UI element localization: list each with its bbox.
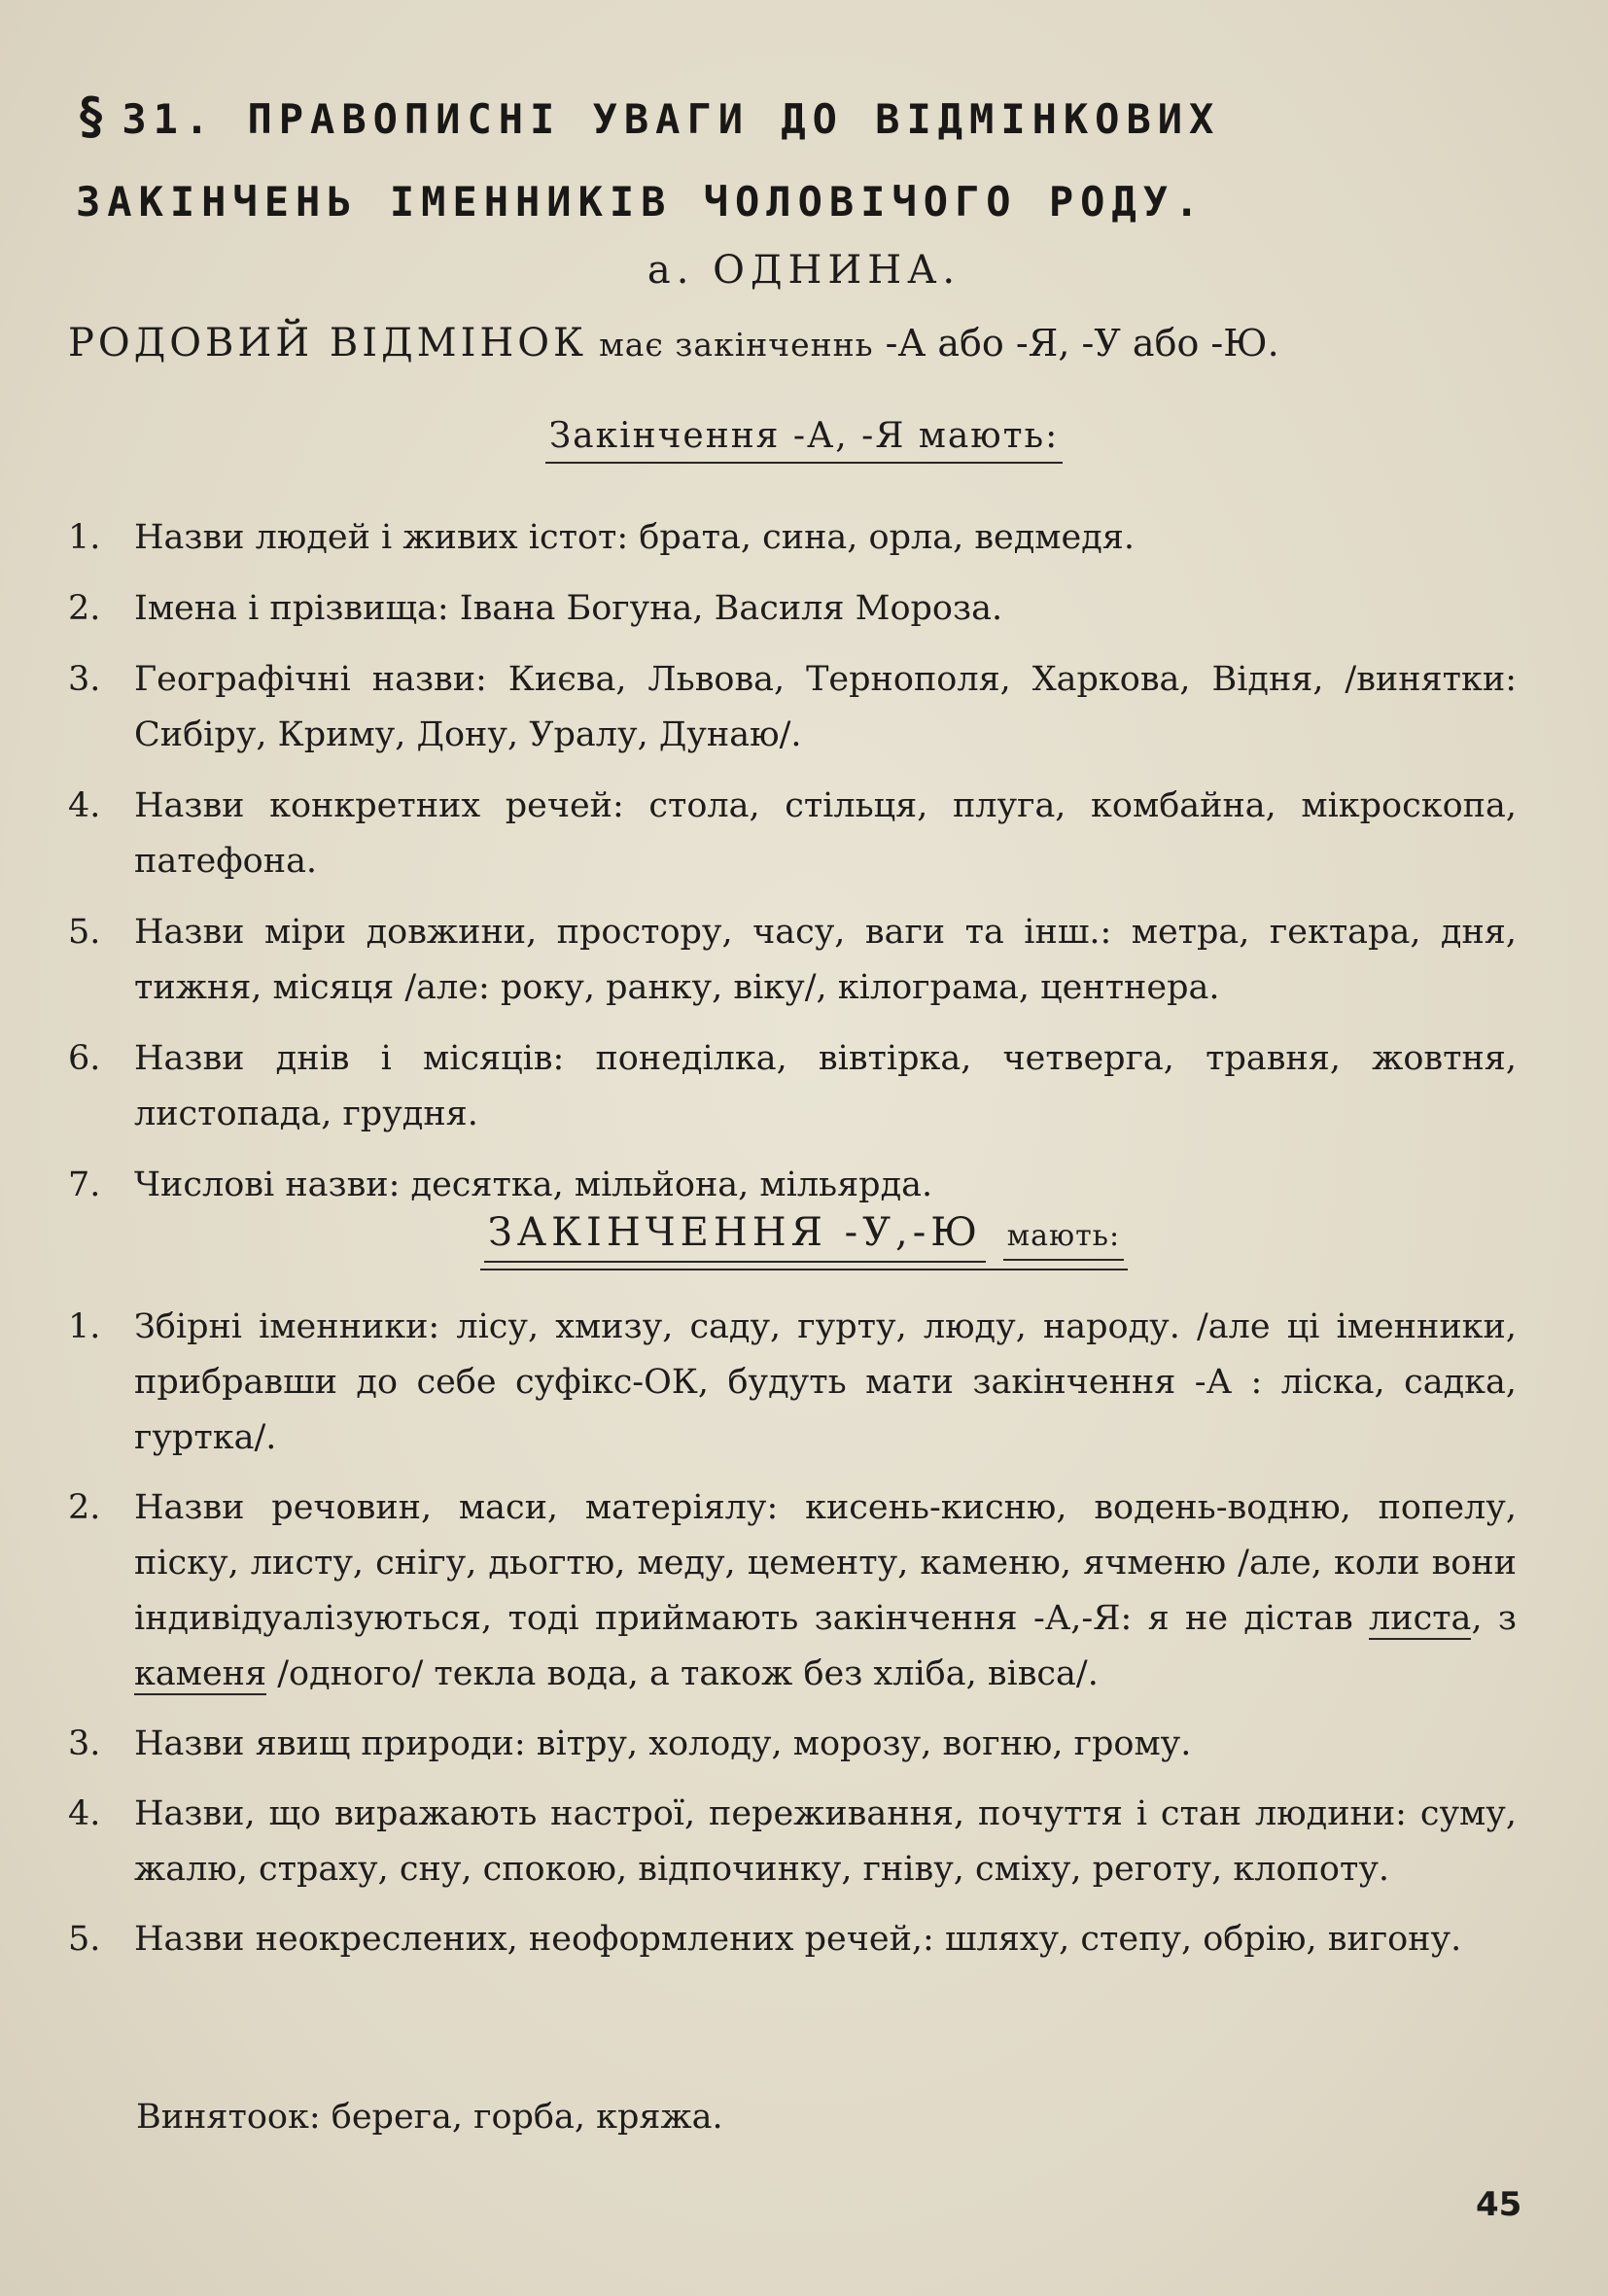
item-text-part: Назви речовин, маси, матеріялу: кисень-кисню, водень-водню, попелу, піску, листу, снігу, дьогтю, меду, цементу, каменю, ячменю /але, коли вони індивідуалізуються, тоді приймають закінчення -А,-Я: я не дістав bbox=[134, 1488, 1517, 1638]
heading-line-2: ЗАКІНЧЕНЬ ІМЕННИКІВ ЧОЛОВІЧОГО РОДУ. bbox=[76, 178, 1206, 226]
exception-note: Винятоок: берега, горба, кряжа. bbox=[136, 2098, 723, 2137]
item-number: 5. bbox=[68, 1920, 101, 1959]
item-text: Назви днів і місяців: понеділка, вівтірка, четверга, травня, жовтня, листопада, грудня. bbox=[134, 1039, 1517, 1133]
subheading: а. ОДНИНА. bbox=[647, 248, 961, 293]
list-item bbox=[68, 1158, 1517, 1213]
item-text: Імена і прізвища: Івана Богуна, Василя Мороза. bbox=[134, 589, 1003, 628]
list-item bbox=[68, 1787, 1517, 1897]
item-text: Назви конкретних речей: стола, стільця, плуга, комбайна, мікроскопа, патефона. bbox=[134, 786, 1517, 881]
item-text: Назви, що виражають настрої, переживання, почуття і стан людини: суму, жалю, страху, сну, спокою, відпочинку, гніву, сміху, реготу, клопоту. bbox=[134, 1794, 1517, 1889]
underlined-word: каменя bbox=[134, 1654, 267, 1693]
item-text: Географічні назви: Києва, Львова, Тернополя, Харкова, Відня, /винятки: Сибіру, Криму, Дону, Уралу, Дунаю/. bbox=[134, 660, 1517, 754]
item-number: 1. bbox=[68, 1307, 101, 1346]
section-a-title: Закінчення -А, -Я мають: bbox=[545, 416, 1064, 464]
section-a-title-wrap bbox=[0, 416, 1608, 464]
item-number: 1. bbox=[68, 518, 101, 557]
list-item bbox=[68, 652, 1517, 763]
item-text: Назви людей і живих істот: брата, сина, орла, ведмедя. bbox=[134, 518, 1135, 557]
genitive-label: РОДОВИЙ ВІДМІНОК bbox=[68, 321, 587, 365]
item-text-part: , з bbox=[1471, 1599, 1517, 1638]
genitive-case-line bbox=[68, 321, 1556, 365]
item-text: Назви міри довжини, простору, часу, ваги та інш.: метра, гектара, дня, тижня, місяця /але: року, ранку, віку/, кілограма, центнера. bbox=[134, 913, 1517, 1007]
list-item bbox=[68, 1912, 1517, 1967]
item-number: 4. bbox=[68, 1794, 101, 1833]
page-number: 45 bbox=[1476, 2185, 1522, 2224]
list-item bbox=[68, 1717, 1517, 1772]
heading-line-1: 31. ПРАВОПИСНІ УВАГИ ДО ВІДМІНКОВИХ bbox=[122, 95, 1221, 143]
list-item bbox=[68, 1300, 1517, 1466]
section-b-list bbox=[68, 1300, 1517, 1982]
section-sign: § bbox=[76, 87, 109, 146]
genitive-verb: має закінченнь bbox=[599, 326, 874, 364]
item-number: 3. bbox=[68, 660, 101, 699]
item-text: Збірні іменники: лісу, хмизу, саду, гурту, люду, народу. /але ці іменники, прибравши до себе суфікс-ОК, будуть мати закінчення -А : ліска, садка, гуртка/. bbox=[134, 1307, 1517, 1457]
list-item bbox=[68, 779, 1517, 889]
list-item bbox=[68, 510, 1517, 566]
section-b-title-caps: ЗАКІНЧЕННЯ -У,-Ю bbox=[484, 1210, 986, 1263]
section-b-title-wrap bbox=[0, 1210, 1608, 1270]
item-number: 4. bbox=[68, 786, 101, 825]
underlined-word: листа bbox=[1369, 1599, 1472, 1638]
item-text: Назви неокреслених, неоформлених речей,: шляху, степу, обрію, вигону. bbox=[134, 1920, 1462, 1959]
item-number: 5. bbox=[68, 913, 101, 952]
item-text: Числові назви: десятка, мільйона, мільярда. bbox=[134, 1165, 933, 1204]
item-number: 6. bbox=[68, 1039, 101, 1078]
item-number: 2. bbox=[68, 1488, 101, 1527]
item-text: Назви явищ природи: вітру, холоду, морозу, вогню, грому. bbox=[134, 1724, 1192, 1763]
item-number: 7. bbox=[68, 1165, 101, 1204]
list-item bbox=[68, 1480, 1517, 1702]
item-number: 2. bbox=[68, 589, 101, 628]
list-item bbox=[68, 581, 1517, 637]
section-b-title bbox=[480, 1210, 1128, 1270]
item-text-part: /одного/ текла вода, а також без хліба, вівса/. bbox=[266, 1654, 1099, 1693]
genitive-endings: -А або -Я, -У або -Ю. bbox=[885, 322, 1279, 365]
section-heading bbox=[76, 76, 1534, 243]
section-b-title-small: мають: bbox=[1003, 1219, 1124, 1261]
list-item bbox=[68, 1031, 1517, 1142]
item-number: 3. bbox=[68, 1724, 101, 1763]
section-a-list bbox=[68, 510, 1517, 1229]
list-item bbox=[68, 905, 1517, 1016]
